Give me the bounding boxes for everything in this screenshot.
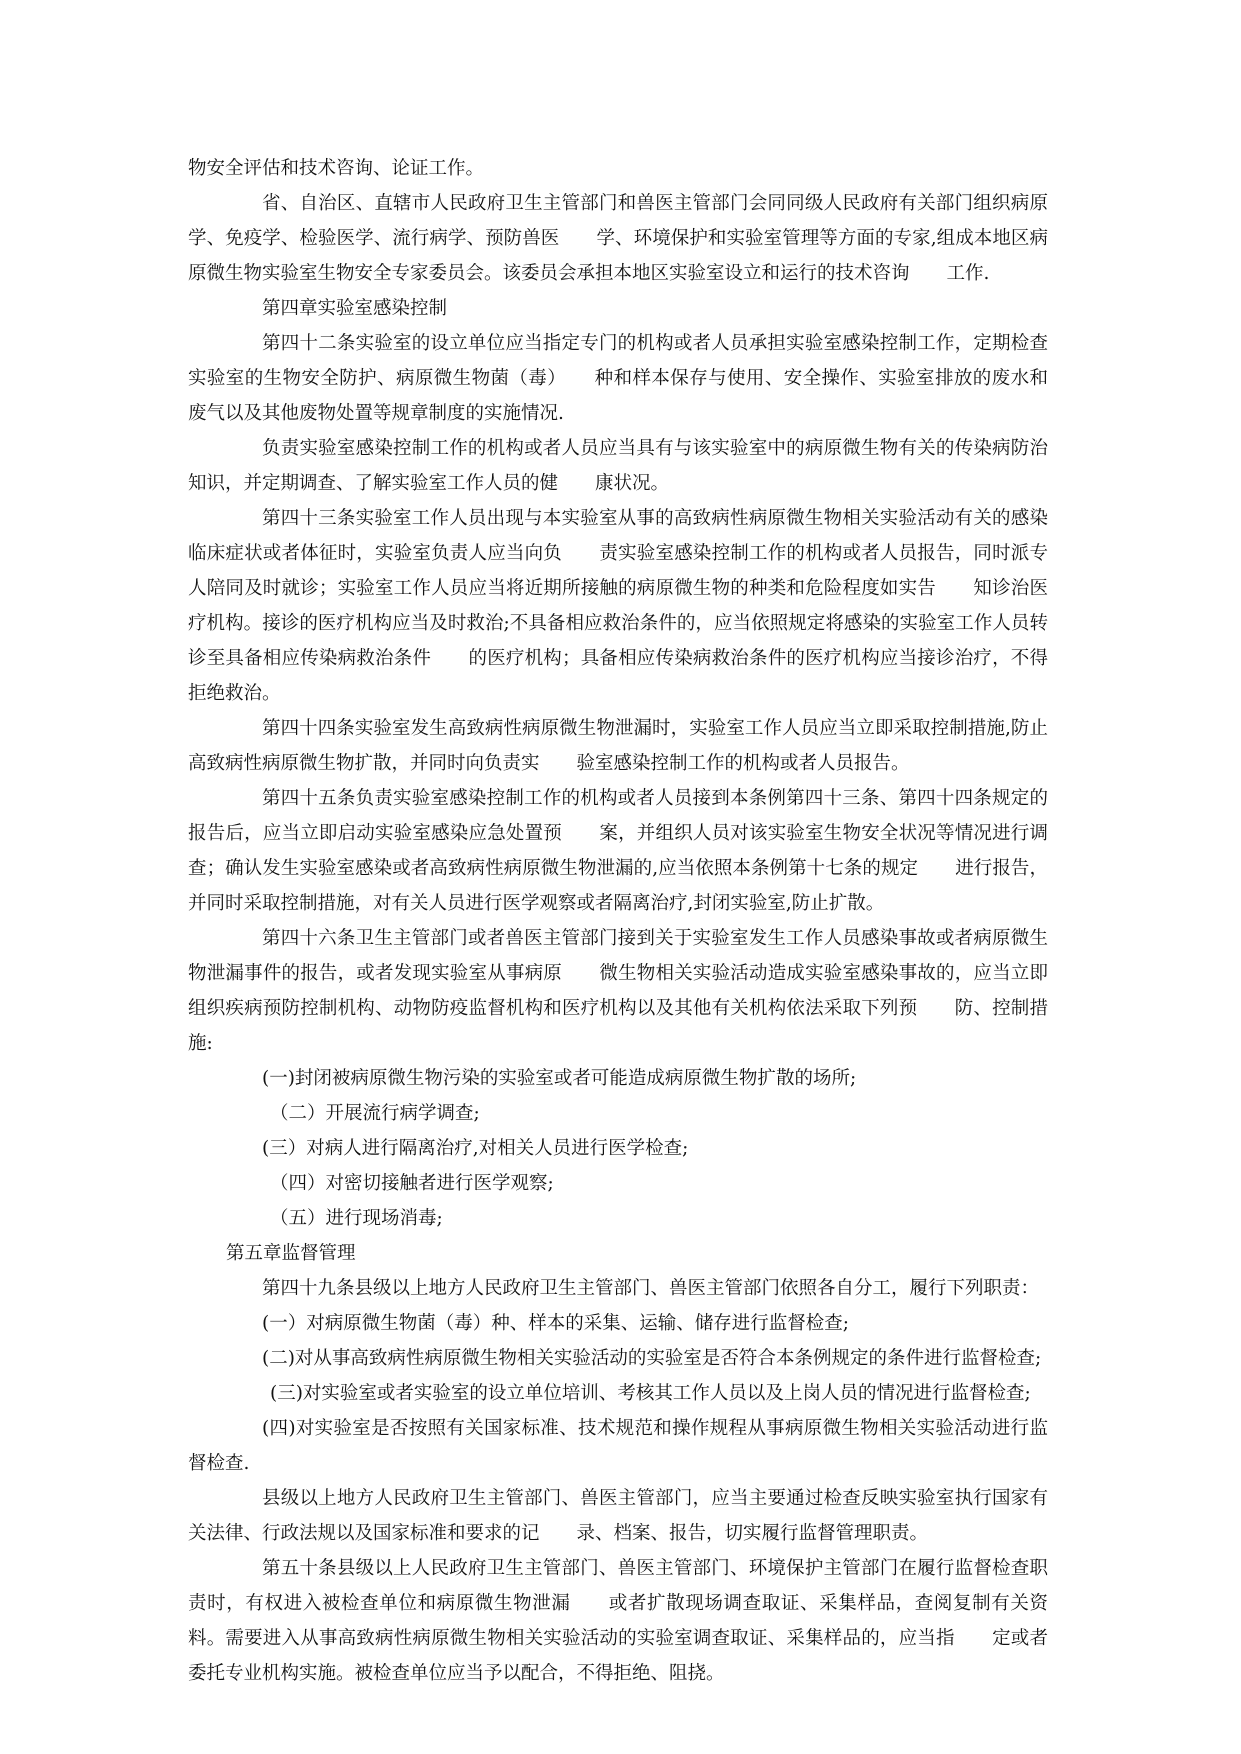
paragraph: 第四十六条卫生主管部门或者兽医主管部门接到关于实验室发生工作人员感染事故或者病原微生物泄漏事件的报告，或者发现实验室从事病原 微生物相关实验活动造成实验室感染事故的，应当立即组织疾病预防控制机构、动物防疫监督机构和医疗机构以及其他有关机构依法采取下列预 防、控制措施: — [188, 928, 1048, 1054]
paragraph: 第四十三条实验室工作人员出现与本实验室从事的高致病性病原微生物相关实验活动有关的感染临床症状或者体征时，实验室负责人应当向负 责实验室感染控制工作的机构或者人员报告，同时派专人陪同及时就诊；实验室工作人员应当将近期所接触的病原微生物的种类和危险程度如实告 知诊治医疗机构。接诊的医疗机构应当及时救治;不具备相应救治条件的，应当依照规定将感染的实验室工作人员转诊至具备相应传染病救治条件 的医疗机构；具备相应传染病救治条件的医疗机构应当接诊治疗，不得拒绝救治。 — [188, 508, 1048, 704]
paragraph: 第五十条县级以上人民政府卫生主管部门、兽医主管部门、环境保护主管部门在履行监督检查职责时，有权进入被检查单位和病原微生物泄漏 或者扩散现场调查取证、采集样品，查阅复制有关资料。需要进入从事高致病性病原微生物相关实验活动的实验室调查取证、采集样品的，应当指 定或者委托专业机构实施。被检查单位应当予以配合，不得拒绝、阻挠。 — [188, 1558, 1048, 1684]
chapter-heading: 第五章监督管理 — [226, 1243, 356, 1264]
list-item: （四）对密切接触者进行医学观察; — [270, 1173, 554, 1194]
paragraph: 负责实验室感染控制工作的机构或者人员应当具有与该实验室中的病原微生物有关的传染病防治知识，并定期调查、了解实验室工作人员的健 康状况。 — [188, 438, 1048, 494]
paragraph: 第四十二条实验室的设立单位应当指定专门的机构或者人员承担实验室感染控制工作，定期检查实验室的生物安全防护、病原微生物菌（毒） 种和样本保存与使用、安全操作、实验室排放的废水和废气以及其他废物处置等规章制度的实施情况. — [188, 333, 1048, 424]
paragraph: 县级以上地方人民政府卫生主管部门、兽医主管部门，应当主要通过检查反映实验室执行国家有关法律、行政法规以及国家标准和要求的记 录、档案、报告，切实履行监督管理职责。 — [188, 1488, 1048, 1544]
list-item: （二）开展流行病学调查; — [270, 1103, 480, 1124]
list-item: (二)对从事高致病性病原微生物相关实验活动的实验室是否符合本条例规定的条件进行监督检查; — [262, 1348, 1042, 1369]
document-body — [188, 151, 1048, 1691]
list-item: (一）对病原微生物菌（毒）种、样本的采集、运输、储存进行监督检查; — [262, 1313, 849, 1334]
paragraph: 省、自治区、直辖市人民政府卫生主管部门和兽医主管部门会同同级人民政府有关部门组织病原学、免疫学、检验医学、流行病学、预防兽医 学、环境保护和实验室管理等方面的专家,组成本地区病原微生物实验室生物安全专家委员会。该委员会承担本地区实验室设立和运行的技术咨询 工作. — [188, 193, 1048, 284]
list-item: (三）对病人进行隔离治疗,对相关人员进行医学检查; — [262, 1138, 689, 1159]
paragraph: 第四十四条实验室发生高致病性病原微生物泄漏时，实验室工作人员应当立即采取控制措施,防止高致病性病原微生物扩散，并同时向负责实 验室感染控制工作的机构或者人员报告。 — [188, 718, 1048, 774]
list-item: (一)封闭被病原微生物污染的实验室或者可能造成病原微生物扩散的场所; — [262, 1068, 857, 1089]
paragraph: 物安全评估和技术咨询、论证工作。 — [188, 158, 485, 179]
paragraph: (四)对实验室是否按照有关国家标准、技术规范和操作规程从事病原微生物相关实验活动进行监督检查. — [188, 1418, 1048, 1474]
paragraph: 第四十九条县级以上地方人民政府卫生主管部门、兽医主管部门依照各自分工，履行下列职责： — [262, 1278, 1040, 1299]
chapter-heading: 第四章实验室感染控制 — [262, 298, 448, 319]
paragraph: 第四十五条负责实验室感染控制工作的机构或者人员接到本条例第四十三条、第四十四条规定的报告后，应当立即启动实验室感染应急处置预 案，并组织人员对该实验室生物安全状况等情况进行调查；确认发生实验室感染或者高致病性病原微生物泄漏的,应当依照本条例第十七条的规定 进行报告，并同时采取控制措施，对有关人员进行医学观察或者隔离治疗,封闭实验室,防止扩散。 — [188, 788, 1048, 914]
list-item: （五）进行现场消毒; — [270, 1208, 443, 1229]
list-item: (三)对实验室或者实验室的设立单位培训、考核其工作人员以及上岗人员的情况进行监督检查; — [270, 1383, 1031, 1404]
